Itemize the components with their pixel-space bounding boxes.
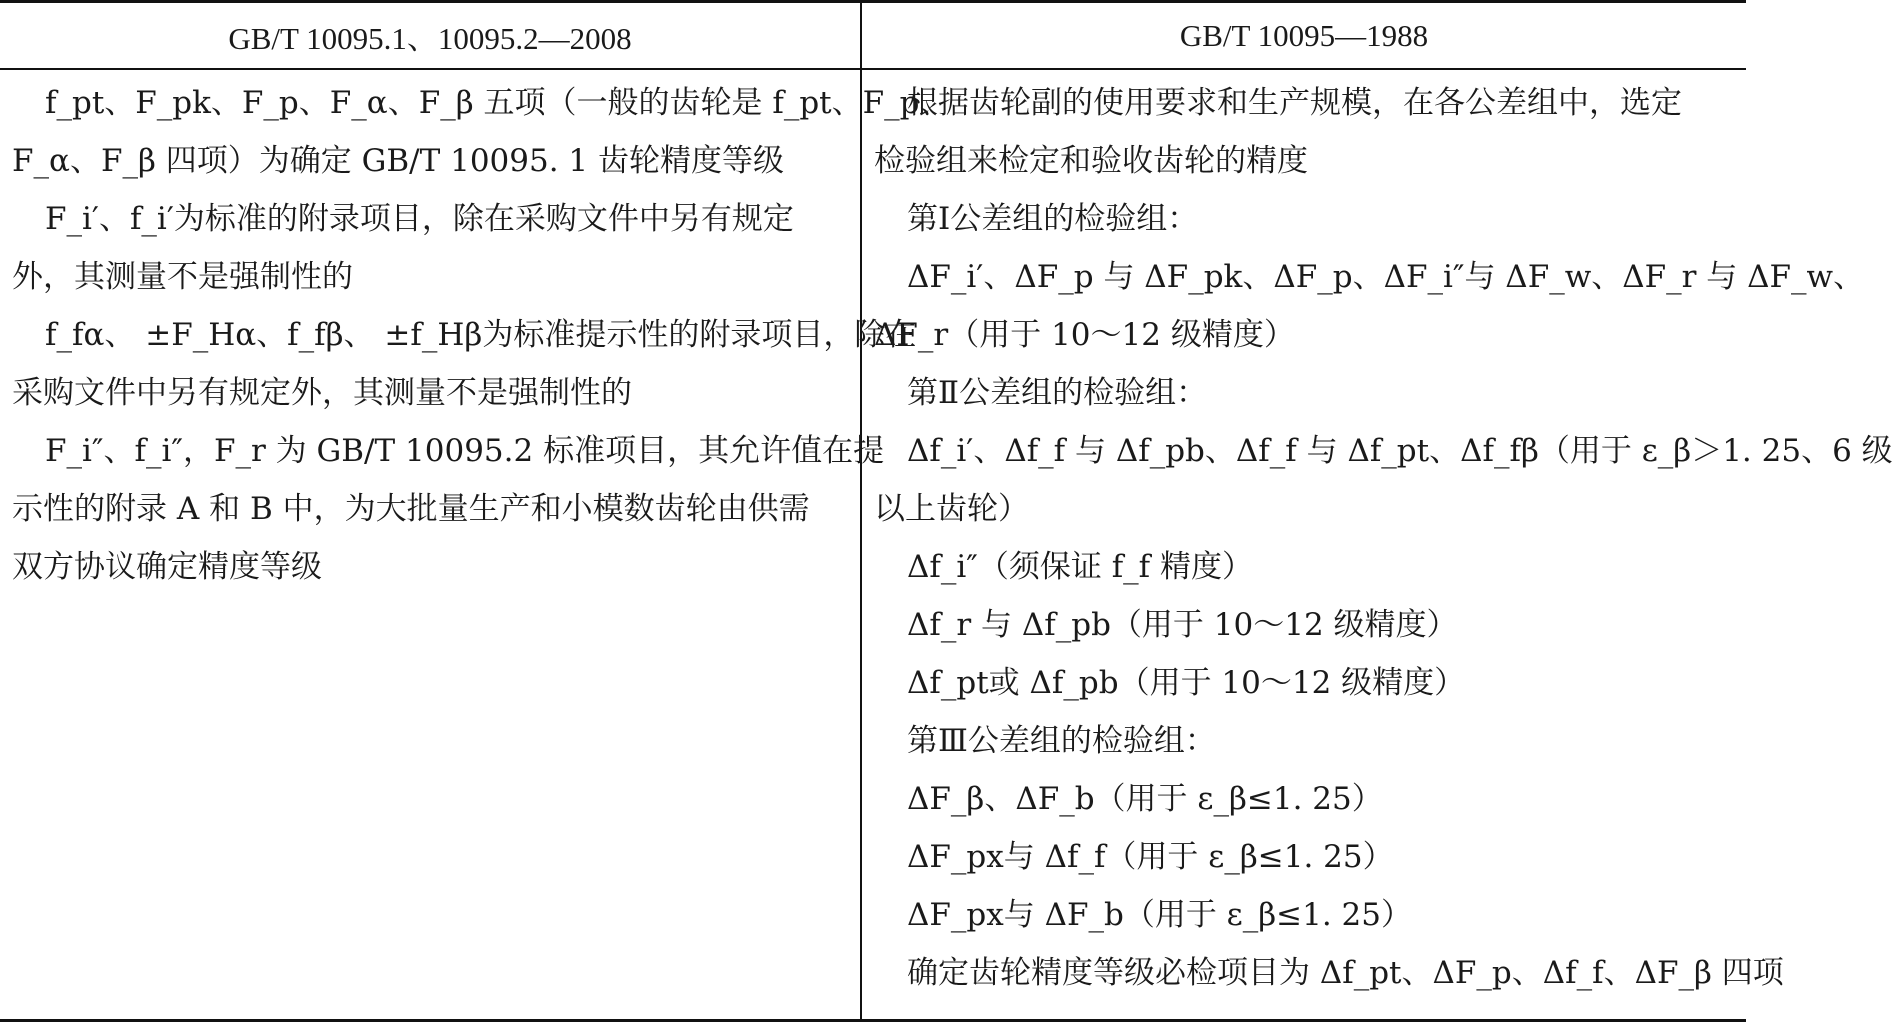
left-line: F_α、F_β 四项）为确定 GB/T 10095. 1 齿轮精度等级	[12, 143, 785, 179]
left-line: 示性的附录 A 和 B 中，为大批量生产和小模数齿轮由供需	[12, 491, 810, 527]
right-line: ΔF_i′、ΔF_p 与 ΔF_pk、ΔF_p、ΔF_i″与 ΔF_w、ΔF_r 与 ΔF_w、	[907, 259, 1865, 295]
right-line: Δf_pt或 Δf_pb（用于 10～12 级精度）	[907, 665, 1466, 701]
table-header-rule	[0, 68, 1746, 70]
left-line: f_pt、F_pk、F_p、F_α、F_β 五项（一般的齿轮是 f_pt、F_p、	[45, 85, 951, 121]
right-line: 以上齿轮）	[874, 491, 1029, 527]
right-line: 检验组来检定和验收齿轮的精度	[874, 143, 1308, 179]
left-line: F_i′、f_i′为标准的附录项目，除在采购文件中另有规定	[45, 201, 794, 237]
right-line: ΔF_px与 Δf_f（用于 ε_β≤1. 25）	[907, 839, 1394, 875]
left-line: F_i″、f_i″，F_r 为 GB/T 10095.2 标准项目，其允许值在提	[45, 433, 885, 469]
column-divider	[860, 0, 862, 1022]
right-line: 确定齿轮精度等级必检项目为 Δf_pt、ΔF_p、Δf_f、ΔF_β 四项	[907, 955, 1784, 991]
left-line: 外，其测量不是强制性的	[12, 259, 353, 295]
right-line: 第Ⅲ公差组的检验组：	[907, 723, 1216, 759]
header-gb-2008: GB/T 10095.1、10095.2—2008	[228, 21, 632, 56]
right-line: Δf_i″（须保证 f_f 精度）	[907, 549, 1254, 585]
right-line: ΔF_β、ΔF_b（用于 ε_β≤1. 25）	[907, 781, 1383, 817]
right-line: Δf_r 与 Δf_pb（用于 10～12 级精度）	[907, 607, 1458, 643]
left-line: 采购文件中另有规定外，其测量不是强制性的	[12, 375, 632, 411]
right-line: ΔF_px与 ΔF_b（用于 ε_β≤1. 25）	[907, 897, 1413, 933]
header-gb-1988: GB/T 10095—1988	[1179, 17, 1429, 53]
right-line: ΔF_r（用于 10～12 级精度）	[874, 317, 1295, 353]
left-column-text	[12, 74, 951, 596]
right-line: 第Ⅰ公差组的检验组：	[907, 201, 1199, 237]
right-line: 根据齿轮副的使用要求和生产规模，在各公差组中，选定	[907, 85, 1682, 121]
left-line: 双方协议确定精度等级	[12, 549, 322, 585]
table-bottom-rule	[0, 1019, 1746, 1022]
left-line: f_fα、 ±F_Hα、f_fβ、 ±f_Hβ为标准提示性的附录项目，除在	[45, 317, 917, 353]
right-line: Δf_i′、Δf_f 与 Δf_pb、Δf_f 与 Δf_pt、Δf_fβ（用于 ε_β＞1. 25、6 级	[907, 433, 1893, 469]
right-column-text	[874, 74, 1893, 1002]
right-line: 第Ⅱ公差组的检验组：	[907, 375, 1208, 411]
